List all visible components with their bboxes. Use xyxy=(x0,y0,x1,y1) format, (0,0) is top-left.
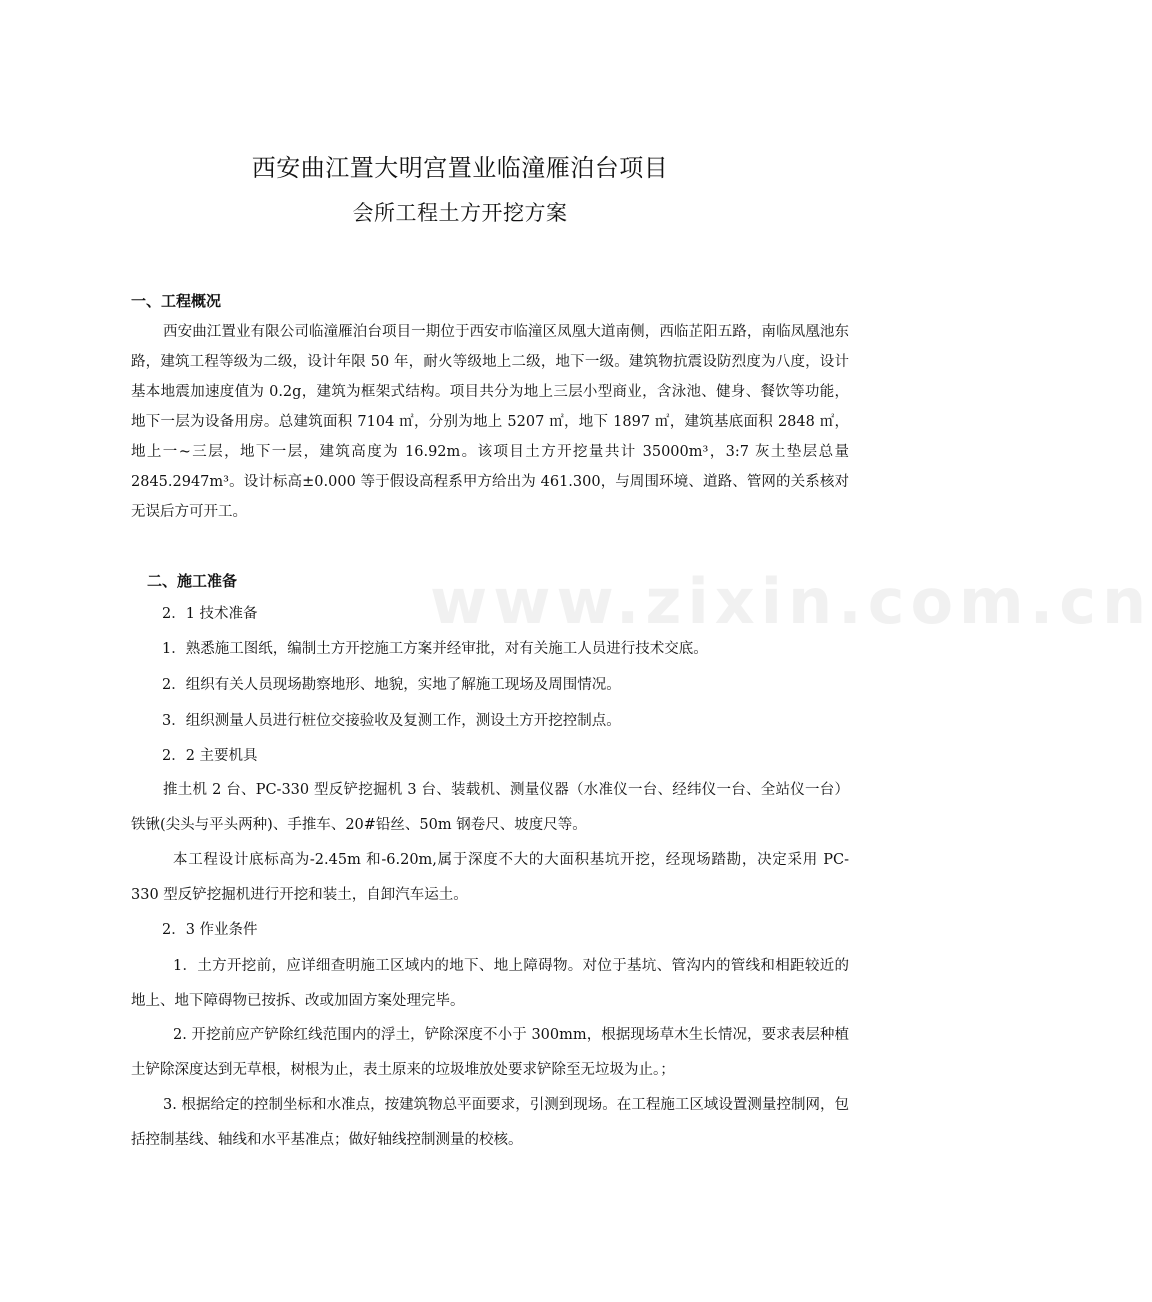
condition-item-1: 1．土方开挖前，应详细查明施工区域内的地下、地上障碍物。对位于基坑、管沟内的管线和相距较近的地上、地下障碍物已按拆、改或加固方案处理完毕。 xyxy=(131,958,849,1009)
machinery-paragraph: 推土机 2 台、PC-330 型反铲挖掘机 3 台、装载机、测量仪器（水准仪一台、经纬仪一台、全站仪一台）铁锹(尖头与平头两种)、手推车、20#铅丝、50m 钢卷尺、坡度尺等。 xyxy=(131,782,849,833)
technical-item-2: 2．组织有关人员现场勘察地形、地貌，实地了解施工现场及周围情况。 xyxy=(162,677,621,693)
subheading-conditions: 2．3 作业条件 xyxy=(162,922,258,938)
document-title: 西安曲江置大明宫置业临潼雁泊台项目 xyxy=(251,154,669,182)
subheading-machinery: 2．2 主要机具 xyxy=(162,748,258,764)
subheading-technical: 2．1 技术准备 xyxy=(162,606,258,622)
condition-item-3: 3. 根据给定的控制坐标和水准点，按建筑物总平面要求，引测到现场。在工程施工区域设置测量控制网，包括控制基线、轴线和水平基准点；做好轴线控制测量的校核。 xyxy=(131,1097,849,1148)
watermark: www.zixin.com.cn xyxy=(430,565,1152,638)
technical-item-1: 1．熟悉施工图纸，编制土方开挖施工方案并经审批，对有关施工人员进行技术交底。 xyxy=(162,641,708,657)
design-elevation-paragraph: 本工程设计底标高为-2.45m 和-6.20m,属于深度不大的大面积基坑开挖，经现场踏勘，决定采用 PC-330 型反铲挖掘机进行开挖和装土，自卸汽车运土。 xyxy=(131,852,849,903)
section-heading-preparation: 二、施工准备 xyxy=(147,572,238,590)
technical-item-3: 3．组织测量人员进行桩位交接验收及复测工作，测设土方开挖控制点。 xyxy=(162,713,621,729)
document-subtitle: 会所工程土方开挖方案 xyxy=(352,201,568,225)
overview-paragraph: 西安曲江置业有限公司临潼雁泊台项目一期位于西安市临潼区凤凰大道南侧，西临芷阳五路，南临凤凰池东路，建筑工程等级为二级，设计年限 50 年，耐火等级地上二级，地下一级。建筑物抗震设防烈度为八度，设计基本地震加速度值为 0.2g，建筑为框架式结构。项目共分为地上三层小型商业，含泳池、健身、餐饮等功能，地下一层为设备用房。总建筑面积 7104 ㎡，分别为地上 5207 ㎡，地下 1897 ㎡，建筑基底面积 2848 ㎡，地上一~三层，地下一层，建筑高度为 16.92m。该项目土方开挖量共计 35000m³，3:7 灰土垫层总量 2845.2947m³。设计标高±0.000 等于假设高程系甲方给出为 461.300，与周围环境、道路、管网的关系核对无误后方可开工。 xyxy=(131,324,849,520)
condition-item-2: 2. 开挖前应产铲除红线范围内的浮土，铲除深度不小于 300mm，根据现场草木生长情况，要求表层种植土铲除深度达到无草根，树根为止，表土原来的垃圾堆放处要求铲除至无垃圾为止。； xyxy=(131,1027,849,1078)
section-heading-overview: 一、工程概况 xyxy=(131,292,222,310)
